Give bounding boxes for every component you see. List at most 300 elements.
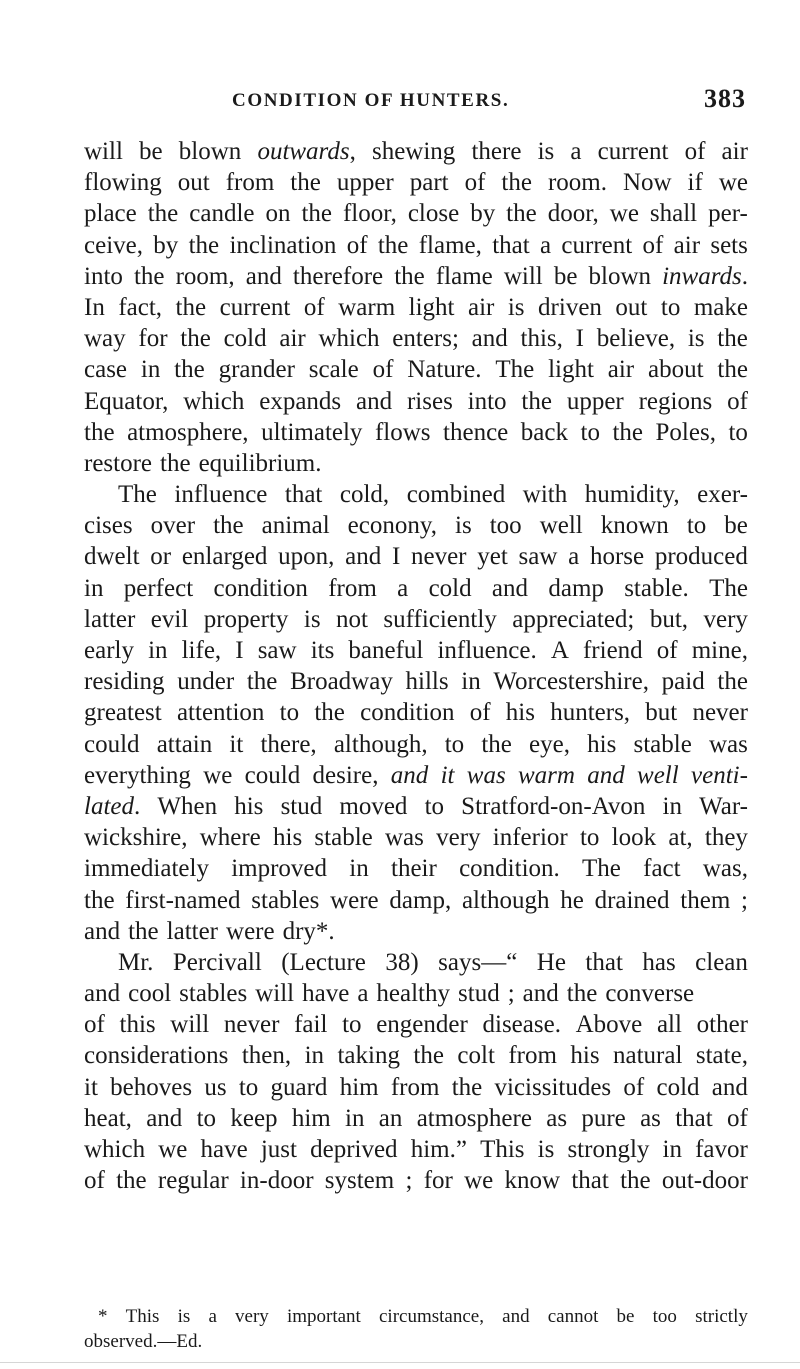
word: light	[548, 356, 594, 384]
word: floor,	[342, 200, 397, 228]
word: from	[225, 169, 275, 197]
word: friend	[582, 637, 643, 664]
word: per-	[708, 200, 748, 228]
word: damp	[548, 574, 604, 602]
word: of	[623, 1073, 645, 1101]
word: his	[570, 1042, 600, 1070]
word: observed.—Ed.	[84, 1331, 203, 1352]
word: driven	[538, 293, 602, 321]
word: a	[397, 574, 409, 602]
word: favor	[695, 1136, 748, 1163]
word: ceive,	[84, 231, 143, 259]
word: its	[310, 637, 335, 664]
word: cold	[223, 325, 267, 353]
word: fail	[294, 1011, 328, 1039]
word: of	[303, 293, 325, 321]
word: but,	[649, 605, 689, 633]
word: therefore	[292, 262, 384, 290]
word: the	[84, 418, 115, 446]
word: the	[717, 325, 748, 353]
word: cold	[428, 574, 472, 602]
running-head: CONDITION OF HUNTERS.	[232, 90, 510, 111]
word: guard	[270, 1073, 328, 1101]
word: of	[372, 356, 394, 384]
text-line	[84, 136, 748, 167]
word: under	[177, 668, 235, 696]
word: a	[568, 543, 580, 571]
word: him	[291, 1104, 331, 1132]
text-line	[84, 573, 748, 604]
word: to	[579, 824, 600, 852]
text-line	[84, 1072, 748, 1103]
word: be	[553, 262, 578, 290]
text-line	[84, 1103, 748, 1134]
word: desire,	[312, 761, 379, 789]
word: regions	[638, 387, 713, 415]
word: in	[349, 855, 369, 883]
word: influence.	[437, 637, 537, 664]
word: will	[255, 980, 295, 1008]
word: influence	[174, 481, 268, 509]
word: I	[575, 325, 584, 353]
word: be	[139, 138, 163, 165]
text-line	[84, 354, 748, 385]
text-line	[84, 760, 748, 791]
page-bottom-edge	[0, 1362, 800, 1363]
word: it	[440, 761, 455, 789]
word: of	[727, 387, 748, 415]
text-line	[84, 853, 748, 884]
word: Percivall	[172, 948, 262, 976]
text-line	[84, 729, 748, 760]
word: Now	[622, 169, 672, 197]
word: to	[686, 512, 707, 540]
word: is	[303, 605, 321, 633]
word: of	[346, 231, 368, 259]
text-line	[84, 666, 748, 697]
word: air	[279, 325, 306, 353]
word: and	[711, 1073, 748, 1101]
word: of	[84, 1011, 105, 1039]
word: an	[378, 1104, 403, 1132]
word: the	[620, 1167, 651, 1195]
word: immediately	[84, 855, 209, 883]
word: with	[522, 481, 568, 509]
word: cool	[128, 980, 172, 1008]
word: paid	[661, 668, 705, 696]
word: and	[245, 262, 282, 290]
word: outwards,	[257, 138, 356, 165]
word: over	[150, 512, 196, 540]
text-line	[84, 167, 748, 198]
word: never	[223, 1011, 280, 1039]
text-line	[84, 261, 748, 292]
word: door,	[547, 200, 599, 228]
word: room.	[547, 169, 607, 197]
word: condition	[213, 574, 308, 602]
word: this	[119, 1011, 156, 1039]
word: Nature.	[407, 356, 482, 384]
text-line	[84, 947, 748, 978]
word: condition.	[459, 855, 560, 883]
word: very	[235, 1306, 269, 1327]
word: in	[662, 1136, 682, 1163]
word: his	[273, 824, 303, 852]
word: heat,	[84, 1104, 132, 1132]
word: the	[116, 1167, 147, 1195]
word: natural	[613, 1042, 683, 1070]
word: keep	[230, 1104, 278, 1132]
word: believe,	[596, 325, 676, 353]
word: The	[495, 356, 535, 384]
word: will	[84, 138, 123, 165]
word: the	[717, 668, 748, 696]
word: hills	[405, 668, 449, 696]
text-line	[84, 323, 748, 354]
word: there	[471, 138, 522, 165]
text-line	[84, 1040, 748, 1071]
word: damp,	[389, 886, 452, 914]
word: flame	[435, 262, 493, 290]
word: The	[709, 574, 748, 602]
word: to	[728, 418, 748, 446]
word: known	[600, 512, 669, 540]
word: latter	[166, 917, 219, 945]
word: the	[84, 886, 115, 914]
word: ;	[507, 980, 515, 1008]
word: sets	[710, 231, 748, 259]
word: early	[84, 637, 134, 664]
word: if	[687, 169, 703, 197]
word: Above	[575, 1011, 643, 1039]
word: the	[314, 699, 345, 727]
word: and	[390, 761, 429, 789]
word: his	[505, 699, 535, 727]
word: upon,	[278, 543, 335, 571]
word: they	[704, 824, 748, 852]
word: the	[521, 387, 552, 415]
word: out	[177, 169, 210, 197]
word: were	[226, 917, 275, 945]
word: just	[260, 1136, 297, 1163]
word: the	[175, 293, 207, 321]
word: we	[464, 1167, 494, 1195]
word: we	[718, 169, 748, 197]
word: a	[570, 138, 582, 165]
word: A	[550, 637, 569, 664]
word: very	[436, 824, 481, 852]
word: very	[703, 605, 748, 633]
word: by	[153, 231, 179, 259]
word: of	[642, 231, 664, 259]
word: ;	[741, 886, 748, 914]
word: have	[302, 980, 350, 1008]
word: hunters,	[550, 699, 631, 727]
text-line	[84, 230, 748, 261]
word: venti-	[691, 761, 748, 789]
word: rises	[406, 387, 453, 415]
word: air	[607, 356, 635, 384]
text-line	[84, 697, 748, 728]
word: air	[673, 231, 701, 259]
word: He	[536, 948, 566, 976]
word: make	[693, 293, 748, 321]
word: in	[84, 574, 104, 602]
word: as	[546, 1104, 568, 1132]
word: in	[662, 792, 682, 820]
word: the	[481, 730, 512, 758]
word: Worcestershire,	[493, 668, 649, 696]
word: shewing	[371, 138, 456, 165]
text-line	[84, 292, 748, 323]
text-line	[84, 1134, 748, 1165]
word: that	[571, 1167, 609, 1195]
word: although	[461, 886, 550, 914]
word: to	[424, 792, 445, 820]
word: blown	[178, 138, 242, 165]
word: moved	[339, 792, 408, 820]
word: and	[471, 325, 508, 353]
word: strongly	[567, 1136, 650, 1163]
word: inclination	[229, 231, 337, 259]
word: blown	[588, 262, 651, 290]
word: us	[204, 1073, 227, 1101]
word: current	[219, 293, 291, 321]
text-line	[84, 916, 748, 947]
word: This	[125, 1306, 160, 1327]
word: current	[597, 138, 669, 165]
word: combined	[406, 481, 506, 509]
word: dry*.	[282, 917, 335, 945]
word: inwards.	[662, 262, 748, 290]
word: upper	[566, 387, 624, 415]
word: behoves	[110, 1073, 193, 1101]
word: air	[721, 138, 748, 165]
word: saw	[257, 637, 297, 664]
word: was	[466, 761, 506, 789]
word: stable	[633, 730, 692, 758]
word: out-door	[661, 1167, 748, 1195]
word: flows	[374, 418, 431, 446]
word: is	[537, 1136, 555, 1163]
word: condition	[360, 699, 455, 727]
word: to	[660, 293, 681, 321]
body-text	[84, 136, 748, 1196]
word: wickshire,	[84, 824, 188, 852]
word: Equator,	[84, 387, 169, 415]
word: from	[508, 1042, 557, 1070]
word: The	[582, 855, 621, 883]
word: property	[203, 605, 289, 633]
word: out	[615, 293, 648, 321]
word: yet	[477, 543, 508, 571]
word: deprived	[310, 1136, 398, 1163]
word: enters;	[392, 325, 459, 353]
word: it	[84, 1073, 98, 1101]
word: be	[724, 512, 748, 540]
word: residing	[84, 668, 165, 696]
word: stables	[251, 886, 320, 914]
text-line	[84, 1165, 748, 1196]
word: enlarged	[181, 543, 268, 571]
word: is	[687, 325, 705, 353]
text-line	[84, 791, 748, 822]
word: them	[680, 886, 731, 914]
word: for	[138, 325, 168, 353]
word: eye,	[529, 730, 570, 758]
word: have	[200, 1136, 248, 1163]
word: never	[692, 699, 748, 727]
word: of	[727, 1104, 748, 1132]
word: sufficiently	[383, 605, 497, 633]
word: the	[147, 200, 179, 228]
word: from	[390, 1073, 440, 1101]
text-line	[84, 198, 748, 229]
word: the	[377, 231, 409, 259]
word: was	[384, 824, 424, 852]
word: and	[356, 387, 393, 415]
word: animal	[261, 512, 330, 540]
word: will	[170, 1011, 210, 1039]
word: In	[84, 293, 105, 321]
word: well	[539, 512, 583, 540]
text-line	[84, 604, 748, 635]
word: and	[491, 574, 529, 602]
word: room,	[175, 262, 235, 290]
word: important	[286, 1306, 361, 1327]
word: ;	[405, 1167, 413, 1195]
text-line	[84, 417, 748, 448]
word: him	[339, 1073, 379, 1101]
word: could	[244, 761, 301, 789]
text-line	[84, 386, 748, 417]
word: is	[455, 512, 472, 540]
word: his	[587, 730, 617, 758]
word: as	[640, 1104, 661, 1132]
word: the	[174, 356, 205, 384]
word: place	[84, 200, 137, 228]
word: econony,	[347, 512, 437, 540]
word: has	[642, 948, 676, 976]
word: was	[708, 730, 748, 758]
word: latter	[84, 605, 136, 633]
text-line	[84, 885, 748, 916]
word: the	[301, 200, 332, 228]
word: the	[413, 1042, 444, 1070]
word: which	[84, 1136, 146, 1163]
word: produced	[654, 543, 748, 571]
word: way	[84, 325, 126, 353]
word: the	[160, 449, 191, 477]
word: the	[246, 668, 278, 696]
word: too	[652, 1306, 677, 1327]
word: were	[330, 886, 379, 914]
word: says—“	[438, 948, 518, 976]
word: perfect	[123, 574, 194, 602]
word: the	[180, 325, 211, 353]
word: and	[345, 543, 382, 571]
word: that	[585, 948, 623, 976]
word: Poles,	[655, 418, 716, 446]
word: War-	[699, 792, 748, 820]
word: of	[84, 1167, 105, 1195]
word: we	[609, 200, 639, 228]
word: state,	[695, 1042, 748, 1070]
word: cold,	[339, 481, 390, 509]
word: cold	[656, 1073, 700, 1101]
word: (Lecture	[281, 948, 366, 976]
word: clean	[695, 948, 748, 976]
word: Broadway	[290, 668, 393, 696]
word: the	[566, 980, 598, 1008]
word: greatest	[84, 699, 162, 727]
word: stable.	[624, 574, 689, 602]
word: inferior	[492, 824, 568, 852]
word: is	[177, 1306, 191, 1327]
word: and	[84, 980, 121, 1008]
word: and	[84, 917, 121, 945]
word: to	[279, 699, 300, 727]
word: it	[229, 730, 244, 758]
word: regular	[157, 1167, 229, 1195]
word: look	[611, 824, 657, 852]
word: the	[501, 169, 532, 197]
word: converse	[605, 980, 695, 1008]
word: flowing	[84, 169, 162, 197]
word: improved	[231, 855, 328, 883]
page-number: 383	[704, 84, 746, 113]
word: drained	[594, 886, 670, 914]
word: the	[128, 917, 159, 945]
word: to	[444, 730, 465, 758]
word: to	[196, 1104, 217, 1132]
word: attain	[156, 730, 213, 758]
word: light	[408, 293, 455, 321]
word: exer-	[697, 481, 748, 509]
word: stables	[179, 980, 248, 1008]
word: mine,	[691, 637, 748, 664]
footnote	[84, 1304, 748, 1354]
word: life,	[181, 637, 222, 664]
word: horse	[589, 543, 645, 571]
word: which	[183, 387, 245, 415]
word: dwelt	[84, 543, 140, 571]
word: humidity,	[584, 481, 680, 509]
word: When	[157, 792, 218, 820]
word: I	[235, 637, 244, 664]
word: warm	[338, 293, 396, 321]
word: current	[561, 231, 633, 259]
word: of	[684, 138, 706, 165]
word: the	[394, 262, 425, 290]
text-line	[84, 448, 748, 479]
word: and	[502, 1306, 530, 1327]
text-line	[84, 635, 748, 666]
word: but	[645, 699, 678, 727]
word: fact	[643, 855, 681, 883]
word: everything	[84, 761, 191, 789]
word: appreciated;	[512, 605, 635, 633]
word: baneful	[348, 637, 424, 664]
word: could	[84, 730, 140, 758]
word: to	[580, 418, 600, 446]
word: strictly	[695, 1306, 748, 1327]
text-line	[84, 822, 748, 853]
word: the	[506, 200, 537, 228]
word: is	[537, 138, 555, 165]
word: stud	[458, 980, 500, 1008]
word: colt	[457, 1042, 495, 1070]
